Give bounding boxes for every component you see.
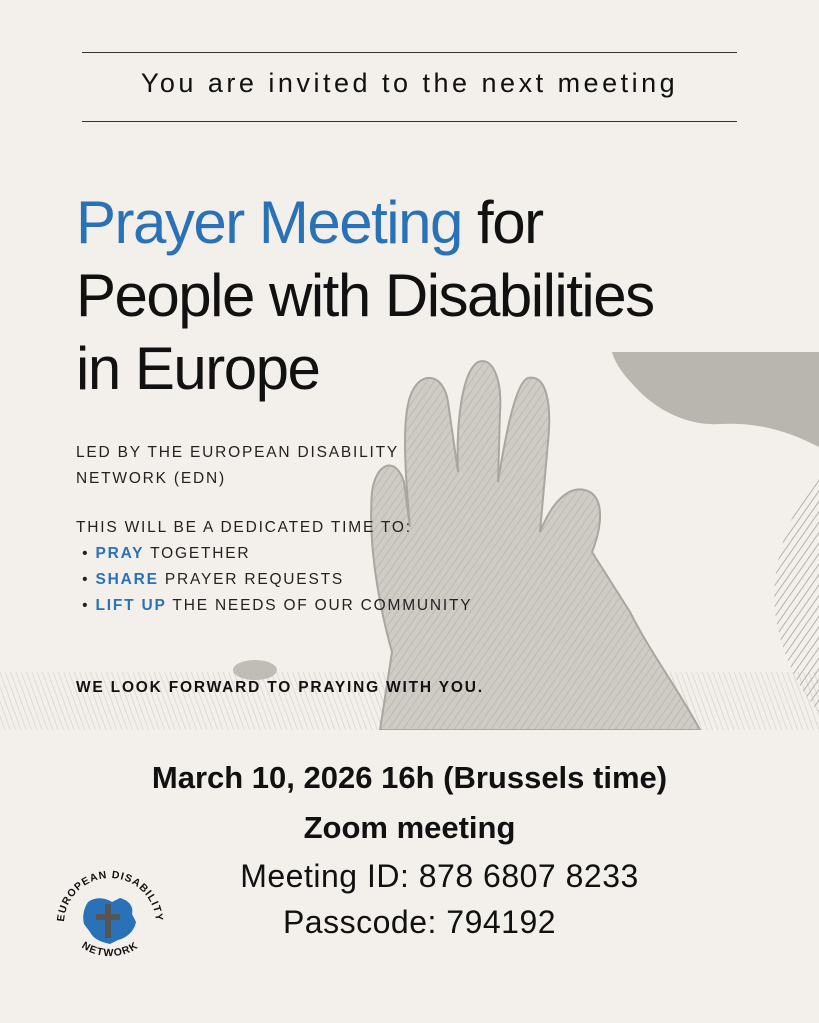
list-rest: PRAYER REQUESTS xyxy=(158,571,344,588)
cross-bar xyxy=(96,914,120,920)
bullet: • xyxy=(82,571,96,588)
bottom-divider xyxy=(82,121,737,122)
title-accent: Prayer Meeting xyxy=(76,189,462,256)
list-rest: THE NEEDS OF OUR COMMUNITY xyxy=(166,597,473,614)
list-item xyxy=(76,567,516,593)
top-divider xyxy=(82,52,737,53)
edn-logo xyxy=(50,862,170,972)
logo-bottom-text: NETWORK xyxy=(79,939,141,960)
invite-heading: You are invited to the next meeting xyxy=(140,68,679,98)
title-line3: in Europe xyxy=(76,335,320,402)
bullet: • xyxy=(82,597,96,614)
list-item xyxy=(76,593,516,619)
list-keyword: PRAY xyxy=(95,545,145,562)
cross-icon xyxy=(105,904,111,938)
title-line1-rest: for xyxy=(461,189,543,256)
page-title xyxy=(76,186,654,405)
logo-top-text: EUROPEAN DISABILITY xyxy=(54,868,166,923)
list-item xyxy=(76,541,516,567)
bullet: • xyxy=(82,545,96,562)
dedicated-intro: THIS WILL BE A DEDICATED TIME TO: xyxy=(76,519,412,536)
meeting-id: Meeting ID: 878 6807 8233 xyxy=(240,858,639,894)
title-line2: People with Disabilities xyxy=(76,262,654,329)
event-platform: Zoom meeting xyxy=(303,810,516,845)
list-keyword: SHARE xyxy=(95,571,159,588)
dedicated-section xyxy=(76,515,516,619)
event-date: March 10, 2026 16h (Brussels time) xyxy=(151,760,668,795)
list-rest: TOGETHER xyxy=(144,545,251,562)
list-keyword: LIFT UP xyxy=(95,597,167,614)
led-by-text: LED BY THE EUROPEAN DISABILITY NETWORK (EDN) xyxy=(76,444,399,487)
closing-text: WE LOOK FORWARD TO PRAYING WITH YOU. xyxy=(76,679,484,696)
meeting-passcode: Passcode: 794192 xyxy=(282,904,557,940)
